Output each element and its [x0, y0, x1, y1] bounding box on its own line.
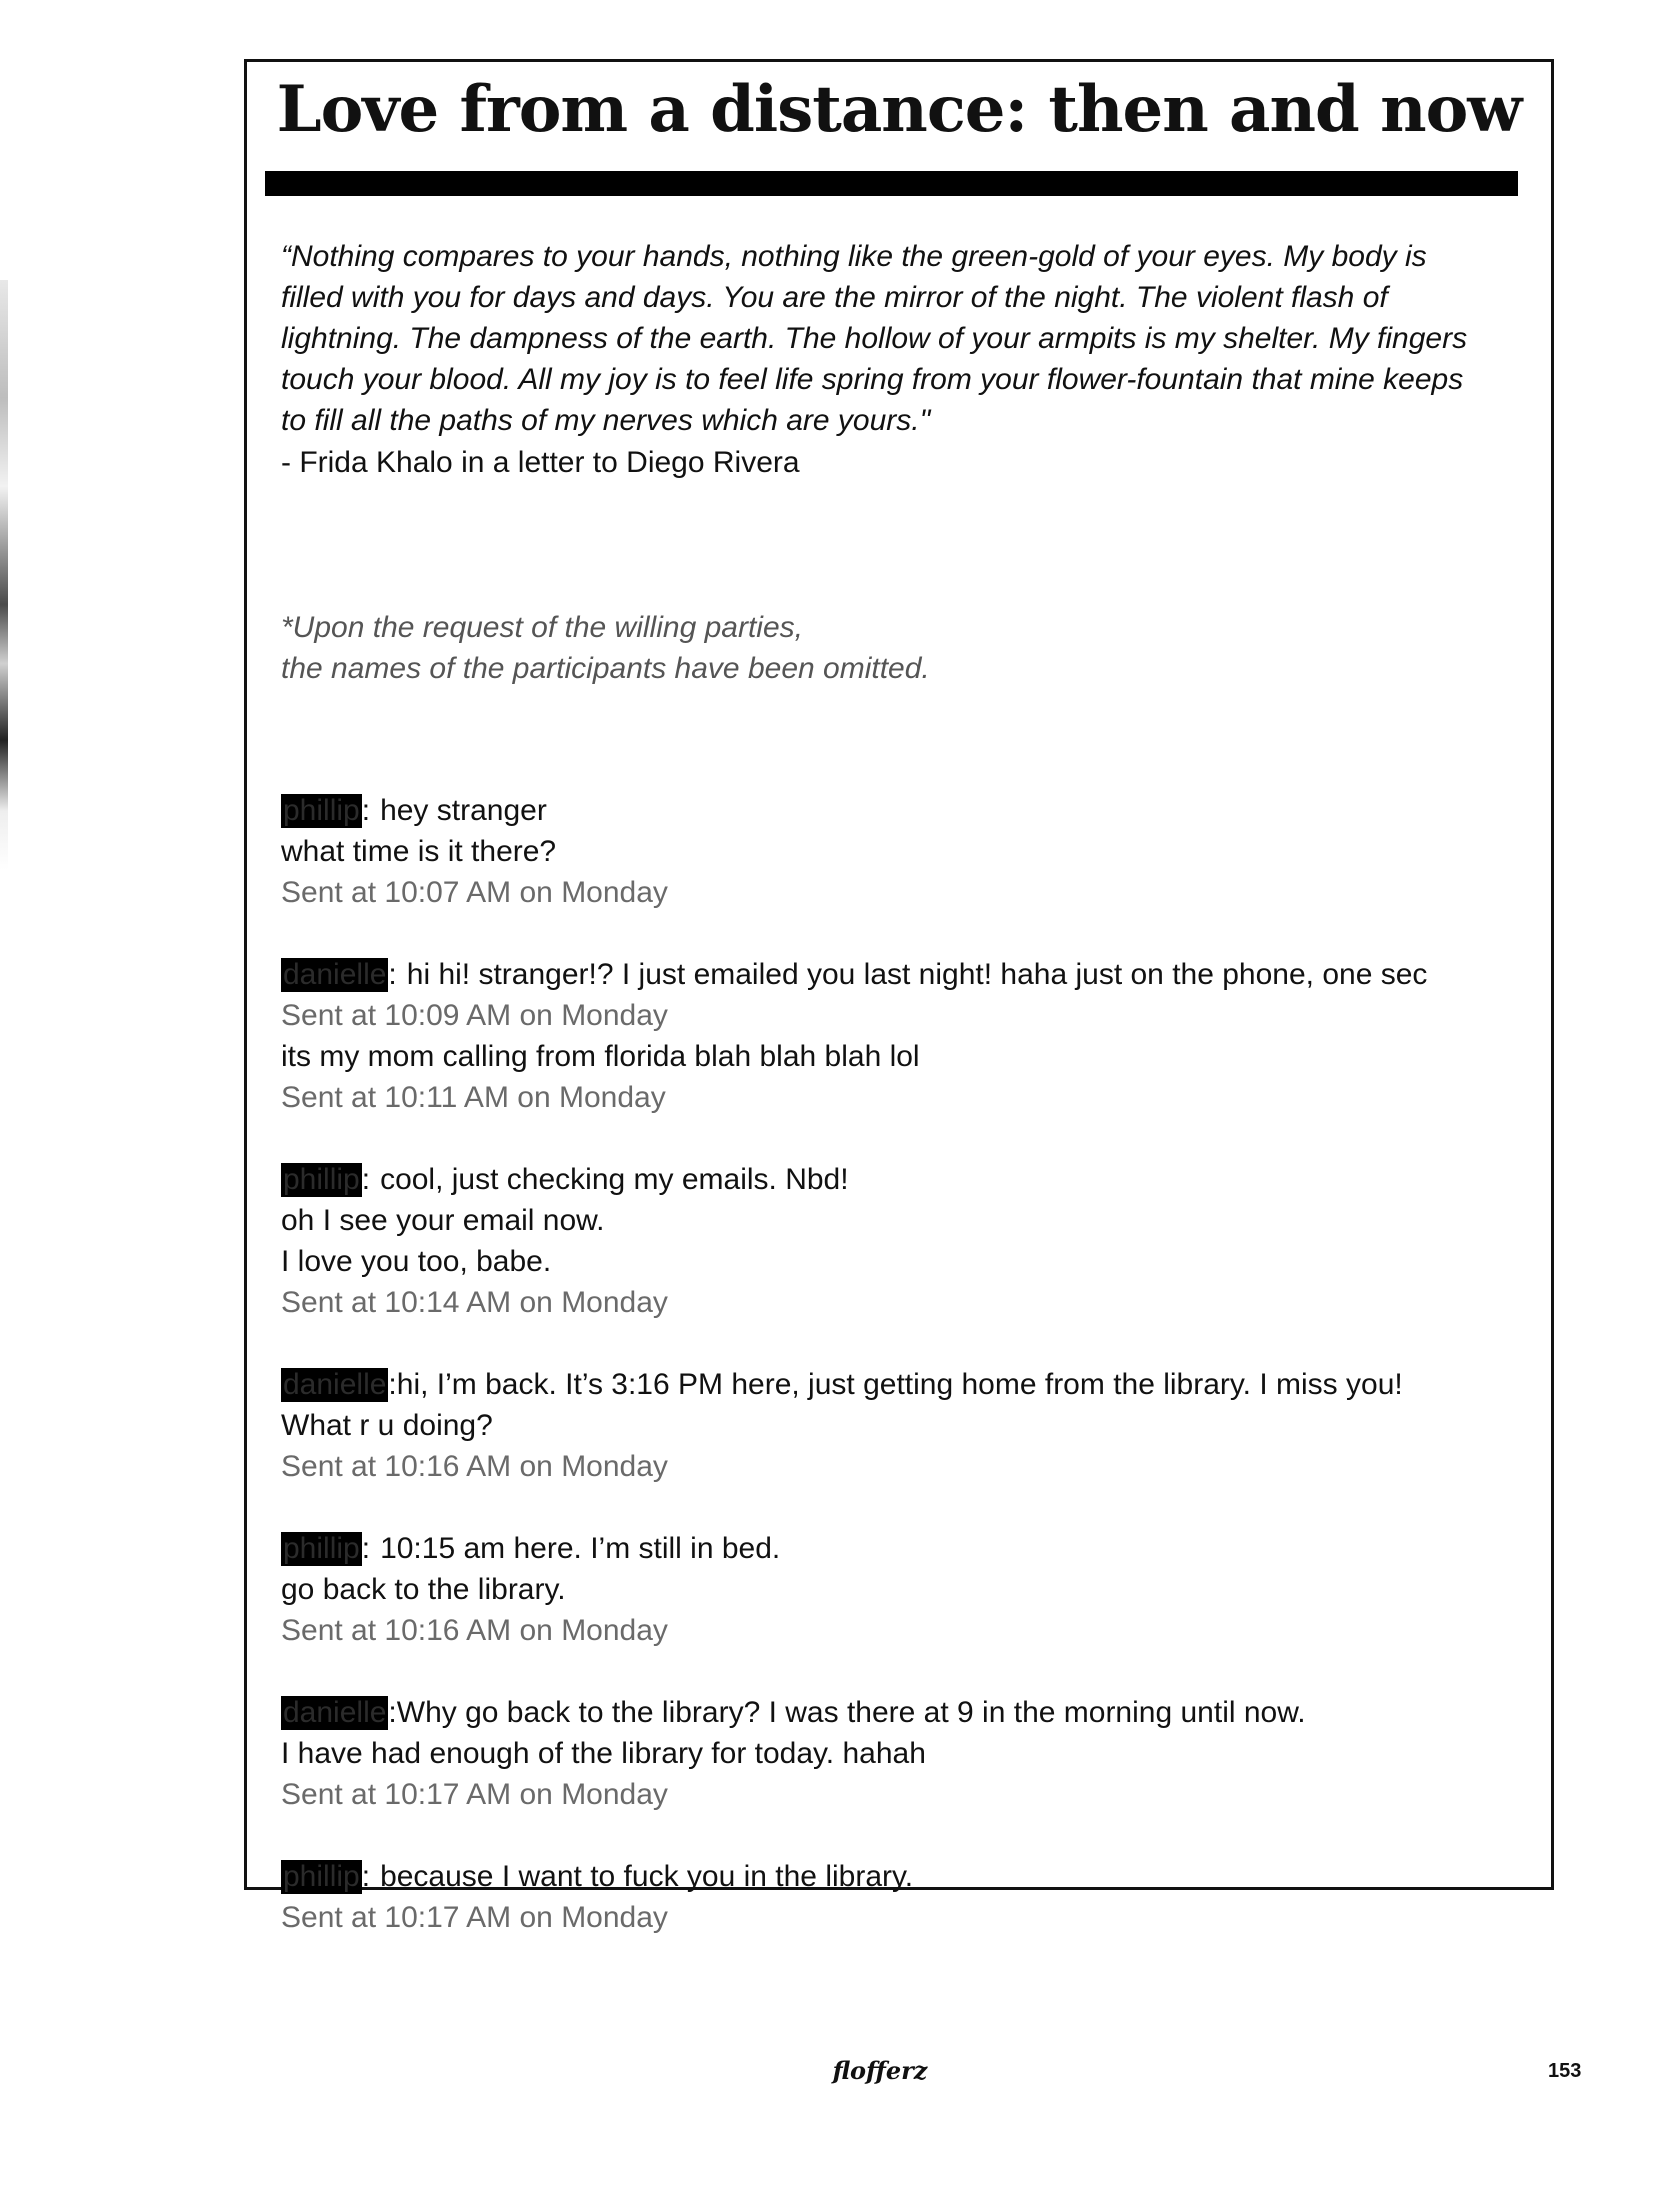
message-line — [281, 1364, 1521, 1405]
anonymity-note — [281, 607, 1181, 689]
note-line-2: the names of the participants have been omitted. — [281, 652, 930, 685]
redacted-sender: phillip — [283, 794, 360, 827]
article-frame — [244, 59, 1554, 1934]
message-block — [281, 1692, 1521, 1815]
message-block — [281, 790, 1521, 913]
message-text: cool, just checking my emails. Nbd! — [380, 1163, 849, 1196]
message-text: hi hi! stranger!? I just emailed you last night! haha just on the phone, one sec — [406, 958, 1428, 991]
sent-timestamp: Sent at 10:17 AM on Monday — [281, 1901, 668, 1934]
message-line — [281, 954, 1521, 995]
message-text: hi, I’m back. It’s 3:16 PM here, just getting home from the library. I miss you! — [396, 1368, 1403, 1401]
message-line: What r u doing? — [281, 1409, 493, 1442]
message-text: because I want to fuck you in the library. — [380, 1860, 914, 1893]
page-number: 153 — [1548, 2060, 1582, 2082]
message-line: its my mom calling from florida blah blah blah lol — [281, 1040, 920, 1073]
sent-timestamp: Sent at 10:14 AM on Monday — [281, 1286, 668, 1319]
sender-colon: : — [361, 794, 371, 827]
message-line — [281, 790, 1521, 831]
message-block — [281, 1856, 1521, 1938]
sender-colon: : — [361, 1532, 371, 1565]
note-line-1: *Upon the request of the willing parties, — [281, 611, 803, 644]
message-line: what time is it there? — [281, 835, 557, 868]
sender-colon: : — [361, 1860, 371, 1893]
message-line — [281, 1692, 1521, 1733]
message-line: I have had enough of the library for today. hahah — [281, 1737, 926, 1770]
message-text: 10:15 am here. I’m still in bed. — [380, 1532, 781, 1565]
message-line: oh I see your email now. — [281, 1204, 605, 1237]
redacted-sender: phillip — [283, 1860, 360, 1893]
message-line — [281, 1159, 1521, 1200]
message-block — [281, 954, 1521, 1118]
message-line — [281, 1856, 1521, 1897]
message-block — [281, 1159, 1521, 1323]
title-rule — [265, 171, 1518, 196]
sent-timestamp: Sent at 10:11 AM on Monday — [281, 1081, 666, 1114]
message-block — [281, 1364, 1521, 1487]
footer-brand: flofferz — [832, 2056, 928, 2085]
message-text: Why go back to the library? I was there at 9 in the morning until now. — [396, 1696, 1306, 1729]
quote-attribution: - Frida Khalo in a letter to Diego Rivera — [281, 446, 800, 479]
redacted-sender: phillip — [283, 1163, 360, 1196]
sender-colon: : — [388, 958, 397, 991]
article-title: Love from a distance: then and now — [276, 72, 1522, 147]
sent-timestamp: Sent at 10:17 AM on Monday — [281, 1778, 668, 1811]
chat-transcript — [281, 790, 1521, 1979]
redacted-sender: danielle — [283, 958, 387, 991]
page-edge-strip — [0, 280, 8, 870]
sent-timestamp: Sent at 10:16 AM on Monday — [281, 1450, 668, 1483]
redacted-sender: danielle — [283, 1696, 387, 1729]
message-line — [281, 1528, 1521, 1569]
sender-colon: : — [388, 1696, 397, 1729]
frida-quote: “Nothing compares to your hands, nothing like the green-gold of your eyes. My body is filled with you for days and days. You are the mirror of the night. The violent flash of lightning. The dampness of the earth. The hollow of your armpits is my shelter. My fingers touch your blood. All my joy is to feel life spring from your flower-fountain that mine keeps to fill all the paths of my nerves which are yours." — [281, 240, 1468, 437]
sender-colon: : — [388, 1368, 397, 1401]
sent-timestamp: Sent at 10:09 AM on Monday — [281, 999, 668, 1032]
redacted-sender: danielle — [283, 1368, 387, 1401]
sender-colon: : — [361, 1163, 371, 1196]
message-line: go back to the library. — [281, 1573, 566, 1606]
message-block — [281, 1528, 1521, 1651]
sent-timestamp: Sent at 10:07 AM on Monday — [281, 876, 668, 909]
message-text: hey stranger — [380, 794, 547, 827]
sent-timestamp: Sent at 10:16 AM on Monday — [281, 1614, 668, 1647]
redacted-sender: phillip — [283, 1532, 360, 1565]
message-line: I love you too, babe. — [281, 1245, 552, 1278]
